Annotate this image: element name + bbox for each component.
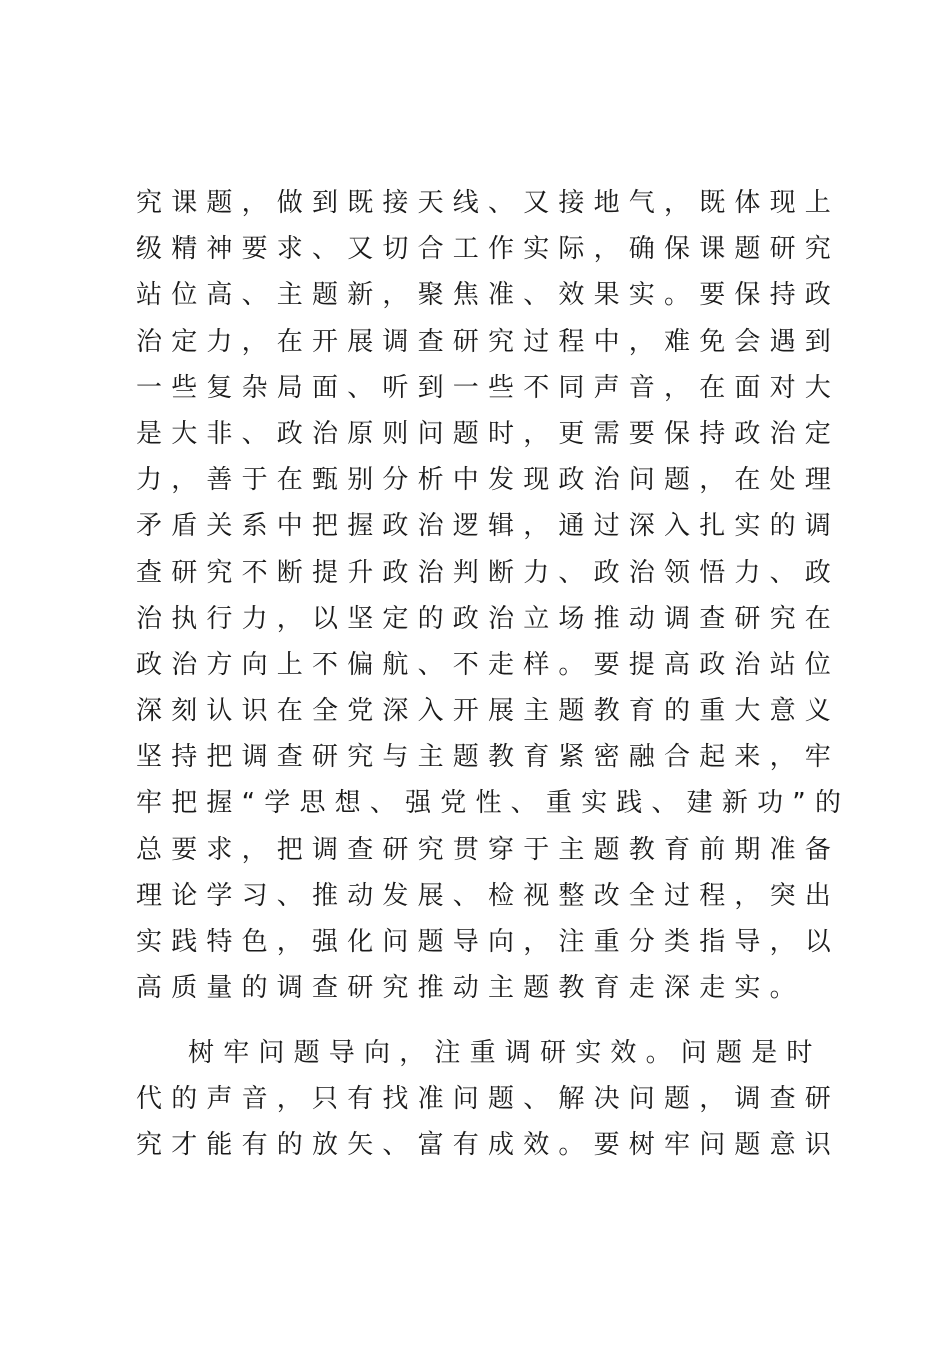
text-line: 级精神要求、又切合工作实际，确保课题研究 — [136, 234, 841, 265]
text-line: 查研究不断提升政治判断力、政治领悟力、政 — [136, 557, 841, 588]
text-line: 理论学习、推动发展、检视整改全过程，突出 — [136, 880, 841, 911]
text-line: 矛盾关系中把握政治逻辑，通过深入扎实的调 — [136, 511, 841, 542]
text-line: 力，善于在甄别分析中发现政治问题，在处理 — [136, 465, 841, 496]
text-line: 一些复杂局面、听到一些不同声音，在面对大 — [136, 372, 841, 403]
text-line: 代的声音，只有找准问题、解决问题，调查研 — [136, 1084, 841, 1115]
text-line: 是大非、政治原则问题时，更需要保持政治定 — [136, 418, 841, 449]
text-line: 实践特色，强化问题导向，注重分类指导，以 — [136, 927, 841, 957]
text-line: 牢把握“学思想、强党性、重实践、建新功”的 — [136, 788, 851, 819]
paragraph-2 — [136, 1030, 841, 1169]
text-line: 坚持把调查研究与主题教育紧密融合起来，牢 — [136, 742, 841, 773]
text-line: 深刻认识在全党深入开展主题教育的重大意义 — [136, 696, 841, 727]
paragraph-1 — [136, 180, 851, 1011]
text-line: 治执行力，以坚定的政治立场推动调查研究在 — [136, 603, 841, 634]
text-line: 政治方向上不偏航、不走样。要提高政治站位 — [136, 649, 841, 680]
text-line: 站位高、主题新，聚焦准、效果实。要保持政 — [136, 280, 841, 311]
text-line: 究才能有的放矢、富有成效。要树牢问题意识 — [136, 1130, 841, 1161]
text-line: 总要求，把调查研究贯穿于主题教育前期准备 — [136, 834, 841, 865]
text-line: 高质量的调查研究推动主题教育走深走实。 — [136, 973, 805, 1004]
text-line: 治定力，在开展调查研究过程中，难免会遇到 — [136, 326, 841, 357]
text-line: 树牢问题导向，注重调研实效。问题是时 — [188, 1038, 822, 1068]
text-line: 究课题，做到既接天线、又接地气，既体现上 — [136, 188, 841, 218]
